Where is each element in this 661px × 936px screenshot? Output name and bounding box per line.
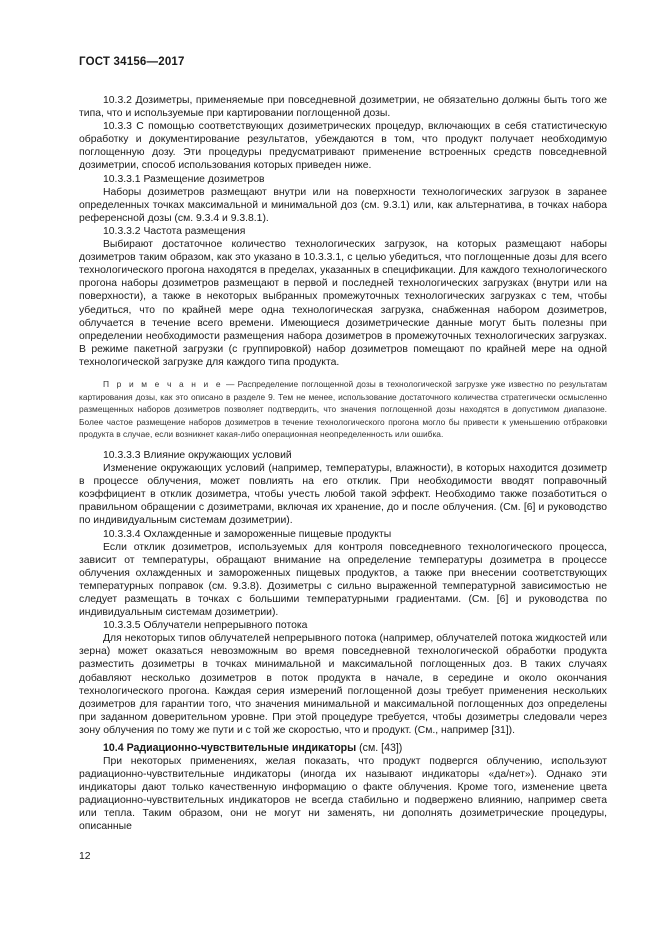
paragraph-10-3-2: 10.3.2 Дозиметры, применяемые при повседневной дозиметрии, не обязательно должны быть того же типа, что и используемые при картировании поглощенной дозы. xyxy=(79,95,607,120)
paragraph-frozen-food: Если отклик дозиметров, используемых для контроля повседневного технологического процесса, зависит от температуры, обращают внимание на определение температуры дозиметра в процессе облучения охлажденных и замороженных пищевых продуктов, а также при внесении соответствующих температурных поправок (см. 9.3.8). Дозиметры с сильно выраженной температурной зависимостью не следует размещать в точках с большими температурными градиентами. (См. [6] и руководства по индивидуальным системам дозиметрии). xyxy=(79,541,607,619)
document-page xyxy=(79,56,607,834)
page-number: 12 xyxy=(79,851,91,862)
heading-10-3-3-2: 10.3.3.2 Частота размещения xyxy=(103,225,246,237)
section-ref: (см. [43]) xyxy=(356,742,403,754)
note-label: П р и м е ч а н и е xyxy=(103,378,223,389)
paragraph-continuous-flow: Для некоторых типов облучателей непрерывного потока (например, облучателей потока жидкостей или зерна) может оказаться невозможным во время повседневной технологической обработки продукта разместить дозиметры в точках минимальной и максимальной поглощенных доз. В таких случаях добавляют несколько дозиметров в поток продукта в начале, в середине и около окончания технологического прогона. Каждая серия измерений поглощенной дозы требует применения нескольких дозиметров для гарантии того, что значения минимальной и максимальной поглощенных доз определены при заданном доверительном уровне. При этой процедуре требуется, чтобы дозиметры следовали через зону облучения по тому же пути и с той же скоростью, что и продукт. (См., например [31]). xyxy=(79,633,607,736)
heading-10-3-3-3: 10.3.3.3 Влияние окружающих условий xyxy=(103,449,292,461)
note-block xyxy=(79,378,607,441)
section-title: Радиационно-чувствительные индикаторы xyxy=(126,742,357,754)
section-number: 10.4 xyxy=(103,742,124,754)
paragraph-environment: Изменение окружающих условий (например, температуры, влажности), в которых находится дозиметр в процессе облучения, может повлиять на его отклик. При необходимости вводят поправочный коэффициент в отклик дозиметра, чтобы учесть любой такой эффект. Необходимо также позаботиться о правильном обращении с дозиметрами, включая их хранение, до и после облучения. (См. [6] и руководство по индивидуальным системам дозиметрии). xyxy=(79,463,607,527)
paragraph-placement-frequency: Выбирают достаточное количество технологических загрузок, на которых размещают наборы дозиметров таким образом, как это указано в 10.3.3.1, с целью убедиться, что поглощенные дозы для всего технологического прогона находятся в пределах, указанных в спецификации. Для каждого технологического прогона наборы дозиметров размещают в первой и последней технологических загрузках (внутри или на поверхности), а также в некоторых выбранных промежуточных технологических загрузках с тем, чтобы убедиться, что по крайней мере одна технологическая загрузка, снабженная набором дозиметров, облучается в течение всего времени. Имеющиеся дозиметрические данные могут быть полезны при определении необходимости размещения набора дозиметров в промежуточных технологических загрузках. В режиме пакетной загрузки (с группировкой) набор дозиметров помещают по крайней мере на одной технологической загрузке для каждого типа продукта. xyxy=(79,239,607,368)
paragraph-indicators: При некоторых применениях, желая показать, что продукт подвергся облучению, используют радиационно-чувствительные индикаторы (иногда их называют индикаторы «да/нет»). Однако эти индикаторы дают только качественную информацию о факте облучения. Кроме того, изменение цвета радиационно-чувствительных индикаторов не всегда стабильно и подвержено влиянию, например света или тепла. Таким образом, они не могут ни заменять, ни дополнять дозиметрические процедуры, описанные xyxy=(79,756,607,833)
section-heading-10-4 xyxy=(79,741,607,755)
paragraph-10-3-3: 10.3.3 С помощью соответствующих дозиметрических процедур, включающих в себя статистическую обработку и документирование результатов, убеждаются в том, что продукт получает необходимую поглощенную дозу. Эти процедуры предусматривают применение встроенных средств повседневной дозиметрии, способ использования которых приведен ниже. xyxy=(79,121,607,172)
document-header: ГОСТ 34156—2017 xyxy=(79,56,185,68)
heading-10-3-3-1: 10.3.3.1 Размещение дозиметров xyxy=(103,173,265,185)
heading-10-3-3-4: 10.3.3.4 Охлажденные и замороженные пищевые продукты xyxy=(103,528,392,540)
paragraph-dosimeter-placement: Наборы дозиметров размещают внутри или на поверхности технологических загрузок в заранее определенных точках максимальной и минимальной доз (см. 9.3.1) или, как альтернатива, в точках набора референсной дозы (см. 9.3.4 и 9.3.8.1). xyxy=(79,186,607,224)
heading-10-3-3-5: 10.3.3.5 Облучатели непрерывного потока xyxy=(103,620,308,632)
note-text: — Распределение поглощенной дозы в технологической загрузке уже известно по результатам картирования дозы, как это описано в разделе 9. Тем не менее, использование достаточного количества стратегически осмысленно размещенных наборов дозиметров позволяет подтвердить, что значения поглощенной дозы находятся в допустимом диапазоне. Более частое размещение наборов дозиметров в течение технологического прогона могло бы привести к уменьшению отбраковки продукта в случае, если возникнет какая-либо операционная неопределенность или ошибка. xyxy=(79,378,608,440)
